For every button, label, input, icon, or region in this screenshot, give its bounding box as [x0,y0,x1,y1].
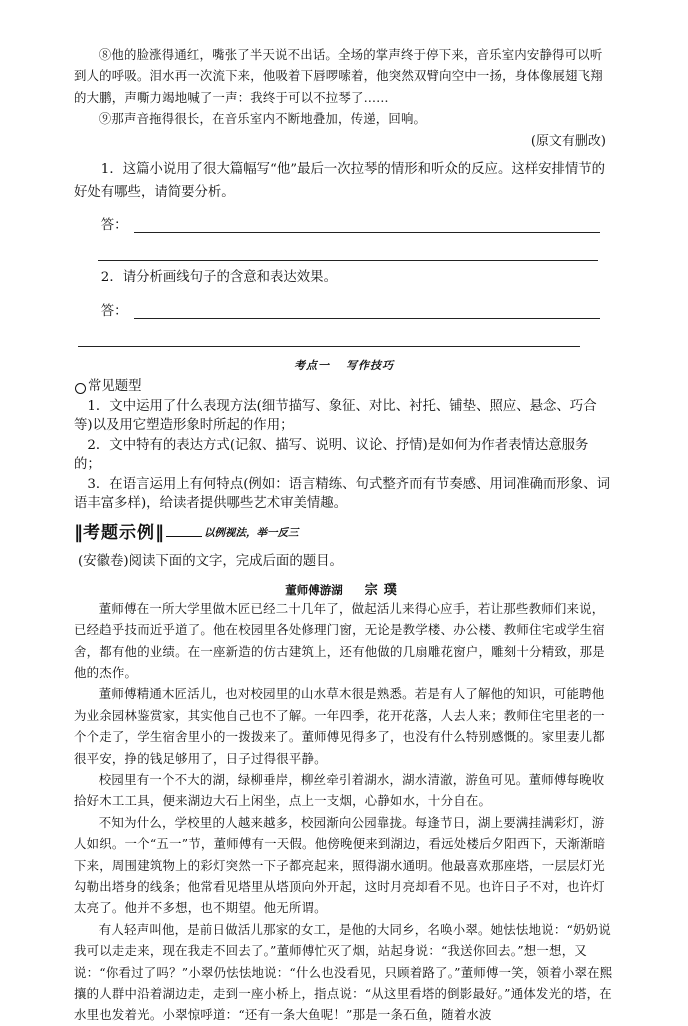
story-author: 宗璞 [364,582,403,598]
story-paragraph: 有人轻声叫他，是前日做活儿那家的女工，是他的大同乡，名唤小翠。她怯怯地说：“奶奶说我可以走走来，现在我走不回去了。”董师傅忙灭了烟，站起身说：“我送你回去。”想一想，又说：“你看过了吗？”小翠仍怯怯地说：“什么也没看见，只顾着路了。”董师傅一笑，领着小翠在熙攘的人群中沿着湖边走，走到一座小桥上，指点说：“从这里看塔的倒影最好。”通体发光的塔，在水里也发着光。小翠惊呼道：“还有一条大鱼呢！”那是一条石鱼，随着水波 [74,921,613,1023]
section-kaodian: 考点一 [294,358,330,372]
story-paragraph: 董师傅在一所大学里做木匠已经二十几年了，做起活儿来得心应手，若让那些教师们来说，已经趋乎技而近乎道了。他在校园里各处修理门窗，无论是教学楼、办公楼、教师住宅或学生宿舍，都有他的业绩。在一座新造的仿古建筑上，还有他做的几扇雕花窗户，雕刻十分精致，那是他的杰作。 [74,600,605,680]
banner-bars-right: ‖ [155,521,164,543]
question-type-item: 2．文中特有的表达方式(记叙、描写、说明、议论、抒情)是如何为作者表情达意服务的； [74,437,589,473]
question-type-item: 3．在语言运用上有何特点(例如：语言精练、句式整齐而有节奏感、用词准确而形象、词语丰富多样)，给读者提供哪些艺术审美情趣。 [74,476,610,512]
story-paragraph: 校园里有一个不大的湖，绿柳垂岸，柳丝牵引着湖水，湖水清澈，游鱼可见。董师傅每晚收拾好木工工具，便来湖边大石上闲坐，点上一支烟，心静如水，十分自在。 [74,771,605,809]
story-paragraph: 董师傅精通木匠活儿，也对校园里的山水草木很是熟悉。若是有人了解他的知识，可能聘他为业余园林鉴赏家，其实他自己也不了解。一年四季，花开花落，人去人来；教师住宅里老的一个个走了，学生宿舍里小的一拨拨来了。董师傅见得多了，也没有什么特别感慨的。家里妻儿都很平安，挣的钱足够用了，日子过得很平静。 [74,686,605,766]
answer-2-input-line-2[interactable] [78,333,580,347]
exercise-intro: (安徽卷)阅读下面的文字，完成后面的题目。 [78,553,343,569]
story-paragraph: 不知为什么，学校里的人越来越多，校园渐向公园靠拢。每逢节日，湖上要满挂满彩灯，游人如织。一个“五一”节，董师傅有一天假。他傍晚便来到湖边，看远处楼后夕阳西下，天渐渐暗下来，周围建筑物上的彩灯突然一下子都亮起来，照得湖水通明。他最喜欢那座塔，一层层灯光勾勒出塔身的线条；他常看见塔里从塔顶向外开起，这时月亮却看不见。也许日子不对，也许灯太亮了。他并不多想，也不期望。他无所谓。 [74,814,606,916]
banner-tagline: 以例视法，举一反三 [204,526,299,539]
story-title-line [74,579,614,598]
answer-2-label: 答： [100,303,128,319]
answer-1-label: 答： [100,218,128,234]
passage-paragraph-9: ⑨那声音拖得很长，在音乐室内不断地叠加，传递，回响。 [98,110,427,126]
common-question-types-label: 常见题型 [88,378,142,394]
banner-rule [166,536,202,537]
section-heading [74,357,614,373]
question-type-item: 1．文中运用了什么表现方法(细节描写、象征、对比、衬托、铺垫、照应、悬念、巧合等)以及用它塑造形象时所起的作用； [74,398,597,434]
question-1: 1．这篇小说用了很大篇幅写“他”最后一次拉琴的情形和听众的反应。这样安排情节的好处有哪些，请简要分析。 [74,162,606,200]
source-note: (原文有删改) [530,134,606,150]
passage-paragraph-8: ⑧他的脸涨得通红，嘴张了半天说不出话。全场的掌声终于停下来，音乐室内安静得可以听到人的呼吸。泪水再一次流下来，他吸着下唇啰嗦着，他突然双臂向空中一扬，身体像展翅飞翔的大鹏，声嘶力竭地喊了一声：我终于可以不拉琴了…… [74,47,603,105]
answer-1-row [74,214,614,233]
banner-bars-left: ‖ [74,521,83,543]
answer-1-input-line-2[interactable] [98,247,598,261]
circle-bullet-icon [74,381,86,393]
example-banner [74,518,614,543]
answer-1-input-line[interactable] [134,219,600,233]
common-question-types-heading [74,377,614,397]
section-title: 写作技巧 [346,358,394,372]
banner-title: 考题示例 [83,522,155,543]
answer-2-row [74,300,614,319]
answer-2-input-line[interactable] [134,305,600,319]
story-title: 董师傅游湖 [285,582,343,597]
question-2: 2．请分析画线句子的含意和表达效果。 [100,270,337,286]
